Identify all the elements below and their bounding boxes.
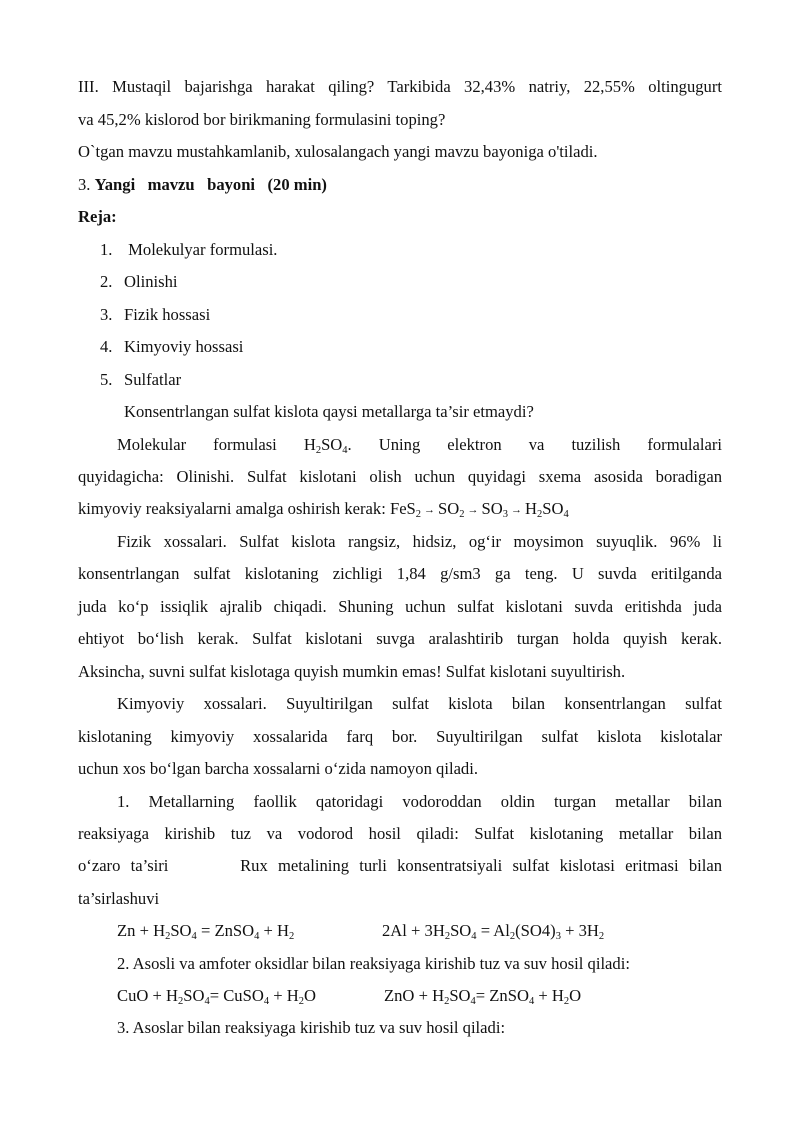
equation-text: = CuSO — [209, 986, 264, 1005]
plan-item-number: 2. — [100, 272, 113, 291]
formula-text: SO — [438, 499, 460, 518]
plan-item-text: Kimyoviy hossasi — [124, 337, 244, 356]
subscript: 2 — [459, 509, 465, 520]
plan-item — [100, 240, 277, 260]
subscript: 2 — [165, 931, 171, 942]
formula-text: kimyoviy reaksiyalarni amalga oshirish kerak: FeS — [78, 499, 416, 518]
plan-item — [100, 337, 243, 357]
point1-line-2: reaksiyaga kirishib tuz va vodorod hosil qiladi: Sulfat kislotaning metallar bilan — [78, 824, 722, 843]
physical-line-5: Aksincha, suvni sulfat kislotaga quyish mumkin emas! Sulfat kislotani suyultirish. — [78, 662, 626, 681]
point2-text: 2. Asosli va amfoter oksidlar bilan reaksiyaga kirishib tuz va suv hosil qiladi: — [117, 954, 630, 973]
question-text: Konsentrlangan sulfat kislota qaysi metallarga ta’sir etmaydi? — [124, 402, 534, 421]
formula-text: SO — [542, 499, 564, 518]
formula-text: SO — [321, 435, 343, 454]
point1-line-3: o‘zaro ta’siri Rux metalining turli konsentratsiyali sulfat kislotasi eritmasi bilan — [78, 856, 722, 875]
subscript: 4 — [528, 996, 535, 1007]
plan-item-number: 3. — [100, 305, 113, 324]
intro-line-2: va 45,2% kislorod bor birikmaning formulasini toping? — [78, 110, 446, 129]
equation-text: CuO + H — [117, 986, 178, 1005]
subscript: 4 — [470, 996, 476, 1007]
equation-text: (SO4) — [515, 921, 556, 940]
subscript: 2 — [444, 996, 450, 1007]
equation-text: 2Al + 3H — [382, 921, 445, 940]
equation-text: = ZnSO — [196, 921, 255, 940]
equation-text: Zn + H — [117, 921, 166, 940]
equation-al — [382, 921, 604, 941]
subscript: 4 — [263, 996, 270, 1007]
plan-item — [100, 272, 177, 292]
subscript: 4 — [563, 509, 569, 520]
chemical-line-2: kislotaning kimyoviy xossalarida farq bor. Suyultirilgan sulfat kislota kislotalar — [78, 727, 722, 746]
physical-line-3: juda ko‘p issiqlik ajralib chiqadi. Shuning uchun sulfat kislotani suvda eritishda juda — [78, 597, 722, 616]
subscript: 2 — [563, 996, 570, 1007]
equation-text: = ZnSO — [475, 986, 529, 1005]
subscript: 2 — [509, 931, 516, 942]
plan-item — [100, 370, 181, 390]
formula-text: Molekular formulasi H — [117, 435, 316, 454]
physical-line-1: Fizik xossalari. Sulfat kislota rangsiz, hidsiz, og‘ir moysimon suyuqlik. 96% li — [117, 532, 722, 551]
equation-zn — [117, 921, 294, 941]
subscript: 2 — [444, 931, 451, 942]
formula-line-2: quyidagicha: Olinishi. Sulfat kislotani olish uchun quyidagi sxema asosida boradigan — [78, 467, 722, 486]
intro-line-1: III. Mustaqil bajarishga harakat qiling? Tarkibida 32,43% natriy, 22,55% oltingugurt — [78, 77, 722, 96]
subscript: 2 — [298, 996, 304, 1007]
plan-title: Reja: — [78, 207, 117, 226]
equation-cuo — [117, 986, 316, 1006]
formula-text: . Uning elektron va tuzilish formulalari — [347, 435, 723, 454]
physical-line-2: konsentrlangan sulfat kislotaning zichligi 1,84 g/sm3 ga teng. U suvda eritilganda — [78, 564, 722, 583]
equation-text: SO — [450, 921, 472, 940]
chemical-line-3: uchun xos bo‘lgan barcha xossalarni o‘zida namoyon qiladi. — [78, 759, 478, 778]
equation-text: O — [569, 986, 582, 1005]
equation-text: ZnO + H — [384, 986, 445, 1005]
plan-item-text: Molekulyar formulasi. — [124, 240, 278, 259]
formula-line-1 — [117, 435, 722, 455]
equation-text: SO — [170, 921, 192, 940]
point1-line-4: ta’sirlashuvi — [78, 889, 160, 908]
section-title: Yangi mavzu bayoni (20 min) — [94, 175, 327, 194]
chemical-line-1: Kimyoviy xossalari. Suyultirilgan sulfat kislota bilan konsentrlangan sulfat — [117, 694, 722, 713]
subscript: 3 — [502, 509, 508, 520]
point3-text: 3. Asoslar bilan reaksiyaga kirishib tuz va suv hosil qiladi: — [117, 1018, 506, 1037]
equation-text: SO — [449, 986, 471, 1005]
plan-item-number: 4. — [100, 337, 113, 356]
physical-line-4: ehtiyot bo‘lish kerak. Sulfat kislotani suvga aralashtirib turgan holda quyish kerak. — [78, 629, 722, 648]
subscript: 2 — [315, 445, 322, 456]
equation-zno — [384, 986, 581, 1006]
arrow-icon: → — [510, 504, 522, 516]
subscript: 2 — [178, 996, 184, 1007]
formula-line-3 — [78, 499, 569, 520]
intro-line-3: O`tgan mavzu mustahkamlanib, xulosalangach yangi mavzu bayoniga o'tiladi. — [78, 142, 598, 161]
subscript: 2 — [289, 931, 295, 942]
plan-item-text: Fizik hossasi — [124, 305, 211, 324]
formula-text: SO — [481, 499, 503, 518]
subscript: 4 — [204, 996, 210, 1007]
plan-item-number: 5. — [100, 370, 113, 389]
equation-text: SO — [183, 986, 205, 1005]
subscript: 2 — [415, 509, 422, 520]
plan-item-text: Olinishi — [124, 272, 178, 291]
equation-text: + H — [259, 921, 289, 940]
section-heading — [78, 175, 327, 195]
subscript: 4 — [342, 445, 348, 456]
arrow-icon: → — [424, 504, 436, 516]
subscript: 2 — [598, 931, 605, 942]
subscript: 2 — [536, 509, 543, 520]
plan-item-text: Sulfatlar — [124, 370, 182, 389]
subscript: 4 — [254, 931, 260, 942]
plan-item — [100, 305, 210, 325]
equation-text: O — [303, 986, 316, 1005]
equation-text: + H — [534, 986, 564, 1005]
subscript: 3 — [555, 931, 561, 942]
equation-text: + H — [269, 986, 299, 1005]
equation-text: = Al — [476, 921, 510, 940]
subscript: 4 — [471, 931, 477, 942]
formula-text: H — [524, 499, 537, 518]
subscript: 4 — [191, 931, 197, 942]
equation-text: + 3H — [560, 921, 599, 940]
arrow-icon: → — [467, 504, 479, 516]
section-number: 3. — [78, 175, 91, 194]
plan-item-number: 1. — [100, 240, 113, 259]
point1-line-1: 1. Metallarning faollik qatoridagi vodoroddan oldin turgan metallar bilan — [117, 792, 722, 811]
